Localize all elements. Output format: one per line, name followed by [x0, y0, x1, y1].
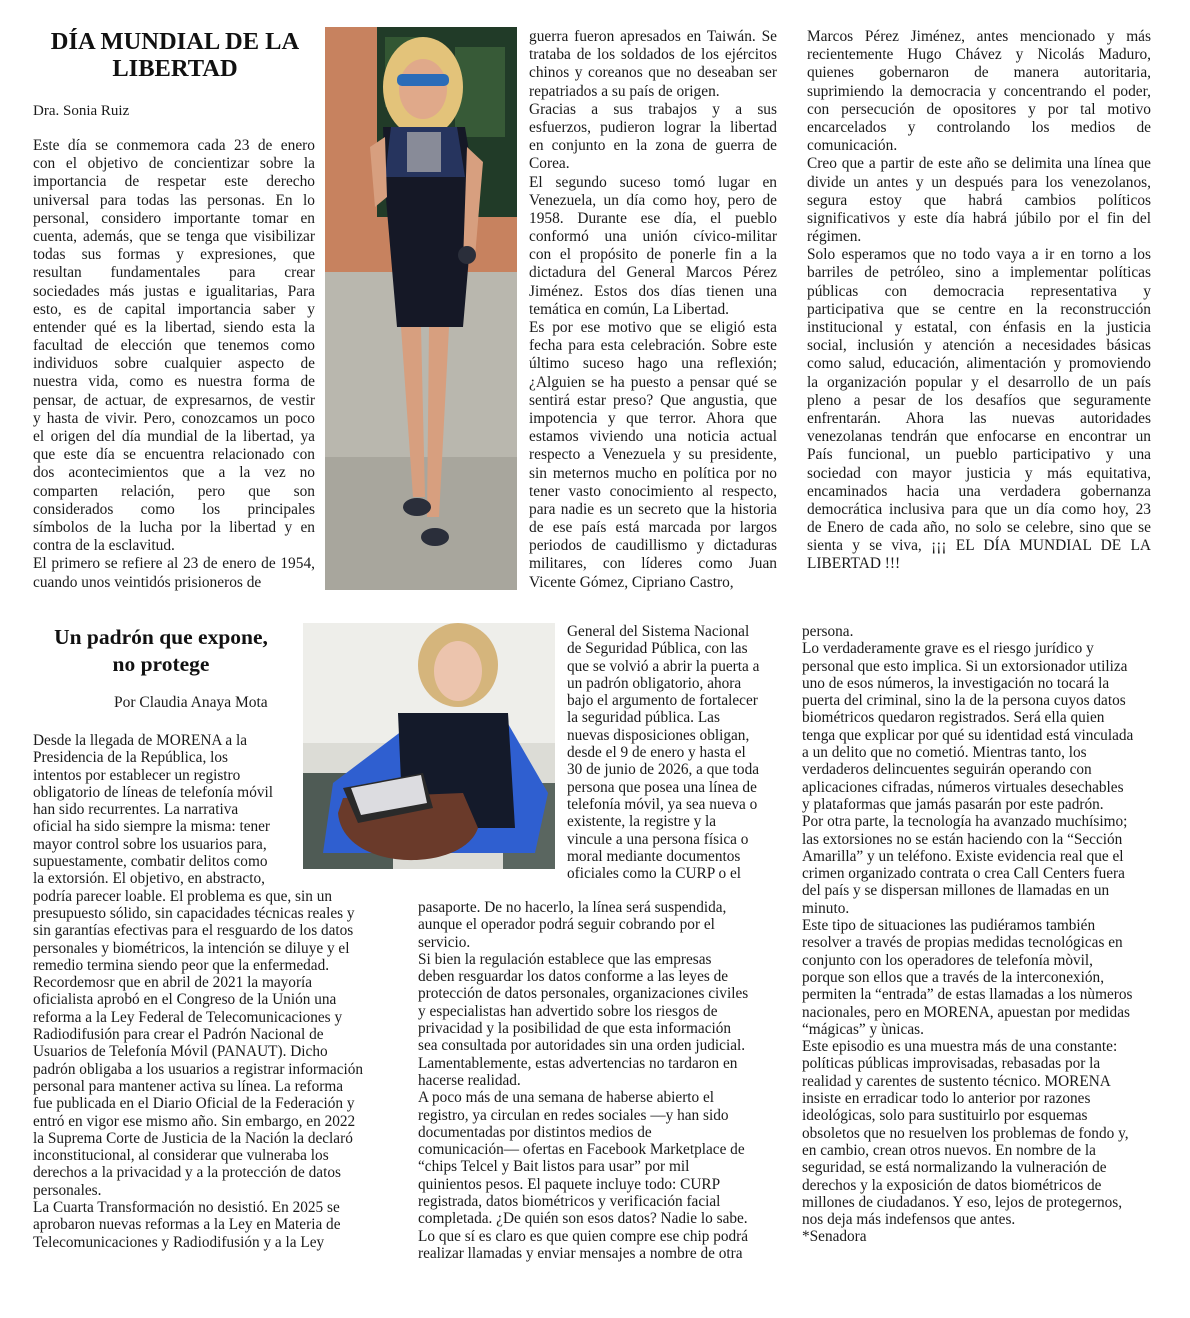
- text-line: del país y se dispersan millones de llamadas en un: [802, 882, 1110, 900]
- text-line: políticas públicas improvisadas, rebasadas por la: [802, 1055, 1101, 1073]
- text-line: y especialistas han advertido sobre los riesgos de: [418, 1002, 718, 1020]
- text-line: Telecomunicaciones y Radiodifusión y a la Ley: [33, 1233, 325, 1251]
- text-line: las extorsiones no se están haciendo con la “Sección: [802, 830, 1123, 848]
- text-line: que este día se encuentra relacionado con: [33, 446, 315, 464]
- text-line: temática en común, La Libertad.: [529, 300, 729, 318]
- text-line: militares, con líderes como Juan: [529, 555, 777, 573]
- text-line: la seguridad pública. Las: [567, 709, 720, 727]
- text-line: personal que esto implica. Si un extorsionador utiliza: [802, 657, 1128, 675]
- article1-author: Dra. Sonia Ruiz: [33, 103, 130, 119]
- text-line: Este día se conmemora cada 23 de enero: [33, 137, 315, 154]
- text-line: *Senadora: [802, 1228, 867, 1246]
- text-line: conformó una unión cívico-militar: [529, 228, 777, 246]
- text-line: Solo esperamos que no todo vaya a ir en torno a los: [807, 246, 1151, 264]
- article2-column-1: [33, 732, 363, 1251]
- text-line: guerra fueron apresados en Taiwán. Se: [529, 28, 777, 45]
- article1-column-1: [33, 137, 315, 592]
- article1-title-line: DÍA MUNDIAL DE LA: [50, 28, 300, 55]
- article2-column-2-top: [567, 623, 759, 882]
- text-line: Lo que sí es claro es que quien compre ese chip podrá: [418, 1227, 749, 1245]
- text-line: Por otra parte, la tecnología ha avanzado muchísimo;: [802, 813, 1128, 831]
- text-line: que se volvió a abrir la puerta a: [567, 657, 760, 675]
- text-line: periodos de caudillismo y dictaduras: [529, 537, 777, 555]
- text-line: enfrentarán. Ahora las nuevas autoridades: [807, 409, 1151, 427]
- text-line: nuestra vida, como es nuestra forma de: [33, 373, 315, 391]
- text-line: símbolos de la lucha por la libertad y en: [33, 518, 315, 536]
- text-line: podría parecer loable. El problema es que, sin un: [33, 887, 333, 905]
- text-line: personales y biométricos, la intención se diluye y el: [33, 939, 350, 957]
- text-line: facultad de elección que tenemos como: [33, 337, 315, 355]
- text-line: impotencia y que terror. Ahora que: [529, 409, 777, 427]
- text-line: encarcelados y controlando los medios de: [807, 118, 1151, 136]
- text-line: individuos sobre cualquier aspecto de: [33, 355, 315, 373]
- text-line: A poco más de una semana de haberse abierto el: [418, 1089, 715, 1107]
- text-line: último suceso hago una reflexión;: [529, 355, 777, 373]
- text-line: Desde la llegada de MORENA a la: [33, 732, 248, 749]
- text-line: nos deja más indefensos que antes.: [802, 1211, 1016, 1229]
- text-line: tener vasto conocimiento al respecto,: [529, 482, 777, 500]
- text-line: existente, la registre y la: [567, 813, 717, 831]
- text-line: la extorsión. El objetivo, en abstracto,: [33, 870, 265, 888]
- text-line: Jiménez. Estos dos días tienen una: [529, 282, 777, 300]
- text-line: importancia de respetar este derecho: [33, 173, 315, 191]
- text-line: trataba de los soldados de los ejércitos: [529, 46, 777, 64]
- text-line: todas sus formas y expresiones, que: [33, 246, 315, 264]
- text-line: insiste en erradicar todo lo anterior por razones: [802, 1090, 1091, 1108]
- text-line: El primero se refiere al 23 de enero de 1954,: [33, 555, 315, 573]
- text-line: registrada, datos biométricos y verificación facial: [418, 1193, 721, 1211]
- text-line: comunicación— ofertas en Facebook Marketplace de: [418, 1141, 745, 1159]
- text-line: telefonía móvil, ya sea nueva o: [567, 795, 758, 813]
- text-line: realizar llamadas y enviar mensajes a nombre de otra: [418, 1244, 743, 1262]
- text-line: venezolanas tendrán que enfocarse en encontrar un: [807, 428, 1151, 446]
- article1-photo: [325, 27, 517, 590]
- text-line: de Enero de cada año, no solo se celebre, sino que se: [807, 519, 1151, 537]
- text-line: País funcional, un pueblo participativo y una: [807, 446, 1151, 464]
- text-line: comparten relación, pero que son: [33, 482, 315, 500]
- text-line: sentirá estar preso? Que angustia, que: [529, 391, 777, 409]
- text-line: pensar, de actuar, de expresarnos, de vestir: [33, 391, 315, 409]
- text-line: persona que posea una línea de: [567, 778, 757, 796]
- text-line: oficial ha sido siempre la misma: tener: [33, 818, 271, 836]
- text-line: comunicación.: [807, 137, 898, 155]
- text-line: como salud, educación, alimentación y promoviendo: [807, 355, 1151, 373]
- text-line: la Suprema Corte de Justicia de la Nación la declaró: [33, 1129, 353, 1147]
- text-line: social, inclusión y atención a necesidades básicas: [807, 337, 1151, 355]
- article2-author: Por Claudia Anaya Mota: [114, 694, 268, 711]
- article1-title-line: LIBERTAD: [112, 55, 238, 82]
- text-line: sienta y se viva, ¡¡¡ EL DÍA MUNDIAL DE LA: [807, 537, 1151, 555]
- text-line: suprimiendo la democracia y concentrando el poder,: [807, 82, 1151, 100]
- text-line: conjunto con los operadores de telefonía mòvil,: [802, 951, 1093, 969]
- text-line: para nadie es un secreto que la historia: [529, 500, 777, 518]
- text-line: nacionales, pero en MORENA, apuestan por medidas: [802, 1003, 1130, 1021]
- text-line: contra de la esclavitud.: [33, 537, 175, 555]
- text-line: un padrón obligatorio, ahora: [567, 674, 742, 692]
- text-line: verdaderos delincuentes seguirán operando con: [802, 761, 1092, 779]
- text-line: ¿Alguien se ha puesto a pensar qué se: [529, 373, 777, 391]
- text-line: hacerse realidad.: [418, 1071, 521, 1089]
- text-line: crimen organizado contrata o crea Call Centers fuera: [802, 865, 1125, 883]
- text-line: fue publicada en el Diario Oficial de la Federación y: [33, 1095, 355, 1113]
- text-line: 1958. Durante ese día, el pueblo: [529, 209, 777, 227]
- text-line: documentadas por distintos medios de: [418, 1123, 652, 1141]
- text-line: Amarilla” y un teléfono. Existe evidencia real que el: [802, 847, 1124, 865]
- text-line: intentos por establecer un registro: [33, 766, 241, 784]
- text-line: pasaporte. De no hacerlo, la línea será suspendida,: [418, 899, 727, 916]
- text-line: El segundo suceso tomó lugar en: [529, 173, 777, 191]
- text-line: públicas con democracia representativa y: [807, 282, 1151, 300]
- text-line: bajo el argumento de fortalecer: [567, 692, 758, 710]
- text-line: padrón obligaba a los usuarios a registrar información: [33, 1060, 364, 1078]
- text-line: realidad y carentes de sustento técnico. MORENA: [802, 1072, 1111, 1090]
- text-line: personal, considero importante tomar en: [33, 209, 315, 227]
- text-line: el origen del día mundial de la libertad, ya: [33, 428, 315, 445]
- text-line: reforma a la Ley Federal de Telecomunicaciones y: [33, 1008, 343, 1026]
- text-line: permiten la “entrada” de estas llamadas a los nùmeros: [802, 986, 1133, 1004]
- text-line: oficiales como la CURP o el: [567, 865, 742, 883]
- article2-column-3: [802, 623, 1133, 1246]
- text-line: y plataformas que jamás pasarán por este padrón.: [802, 795, 1104, 813]
- text-line: seguridad, se está normalizando la vulneración de: [802, 1159, 1107, 1177]
- text-line: fecha para esta celebración. Sobre este: [529, 337, 777, 355]
- text-line: aplicaciones cifradas, números virtuales desechables: [802, 778, 1124, 796]
- text-line: Este episodio es una muestra más de una constante:: [802, 1038, 1118, 1056]
- text-line: cuando unos veintidós prisioneros de: [33, 573, 262, 591]
- text-line: con persecución de opositores y por tal motivo: [807, 100, 1151, 118]
- text-line: de ese país está marcada por largos: [529, 519, 777, 537]
- text-line: recientemente Hugo Chávez y Nicolás Maduro,: [807, 46, 1151, 64]
- text-line: derechos a la privacidad y a la protección de datos: [33, 1164, 341, 1182]
- article2-title: [30, 624, 292, 678]
- text-line: Radiodifusión para crear el Padrón Nacional de: [33, 1026, 324, 1044]
- text-line: esfuerzos, pudieron lograr la libertad: [529, 118, 777, 136]
- text-line: mayor control sobre los usuarios para,: [33, 835, 267, 853]
- text-line: quinientos pesos. El paquete incluye todo: CURP: [418, 1175, 721, 1193]
- text-line: remedio termina siendo peor que la enfermedad.: [33, 956, 330, 974]
- text-line: Creo que a partir de este año se delimita una línea que: [807, 155, 1151, 173]
- text-line: han sido recurrentes. La narrativa: [33, 801, 239, 819]
- text-line: sociedad con mayor justicia y más equitativa,: [807, 464, 1151, 482]
- text-line: participativa que se centre en la reconstrucción: [807, 300, 1151, 318]
- text-line: vincule a una persona física o: [567, 830, 749, 848]
- text-line: ideológicas, solo para sustituirlo por esquemas: [802, 1107, 1088, 1125]
- text-line: estamos viviendo una noticia actual: [529, 428, 777, 446]
- text-line: uno de esos números, la investigación no tocará la: [802, 674, 1110, 692]
- text-line: chinos y coreanos que no deseaban ser: [529, 64, 777, 82]
- text-line: oficialista aprobó en el Congreso de la Unión una: [33, 991, 337, 1009]
- text-line: segura estoy que habrá cambios políticos: [807, 191, 1151, 209]
- text-line: respecto a Venezuela y su presidente,: [529, 446, 777, 464]
- text-line: Venezuela, un día como hoy, pero de: [529, 191, 777, 209]
- text-line: quienes gobernaron de manera autoritaria,: [807, 64, 1151, 82]
- text-line: 30 de junio de 2026, a que toda: [567, 761, 760, 779]
- article1-column-3: [807, 28, 1151, 574]
- text-line: pleno a pesar de los desafíos que seguramente: [807, 391, 1151, 409]
- text-line: puerta del criminal, sino la de la persona cuyos datos: [802, 692, 1126, 710]
- text-line: tenga que explicar por qué su identidad está vinculada: [802, 726, 1134, 744]
- text-line: Recordemosr que en abril de 2021 la mayoría: [33, 974, 313, 992]
- text-line: supuestamente, combatir delitos como: [33, 853, 268, 871]
- text-line: La Cuarta Transformación no desistió. En 2025 se: [33, 1199, 340, 1217]
- text-line: presupuesto sólido, sin capacidades técnicas reales y: [33, 904, 355, 922]
- text-line: con el propósito de ponerle fin a la: [529, 246, 777, 264]
- text-line: obligatorio de líneas de telefonía móvil: [33, 783, 274, 801]
- article2-title-line: Un padrón que expone,: [54, 625, 268, 649]
- text-line: Vicente Gómez, Cipriano Castro,: [529, 573, 734, 591]
- text-line: aunque el operador podrá seguir cobrando por el: [418, 916, 715, 934]
- text-line: Lo verdaderamente grave es el riesgo jurídico y: [802, 640, 1094, 658]
- text-line: resolver a través de propias medidas tecnológicas en: [802, 934, 1123, 952]
- text-line: universal para todas las personas. En lo: [33, 191, 315, 209]
- text-line: resultan fundamentales para crear: [33, 264, 315, 282]
- text-line: servicio.: [418, 933, 471, 951]
- text-line: porque son ellos que a través de la interconexión,: [802, 968, 1105, 986]
- text-line: deben resguardar los datos conforme a las leyes de: [418, 968, 729, 986]
- text-line: Gracias a sus trabajos y a sus: [529, 100, 777, 118]
- text-line: esto, es de capital importancia saber y: [33, 300, 315, 318]
- text-line: derechos y la exposición de datos biométricos de: [802, 1176, 1102, 1194]
- text-line: Usuarios de Telefonía Móvil (PANAUT). Dicho: [33, 1043, 328, 1061]
- text-line: persona.: [802, 623, 854, 640]
- text-line: personal para mantener activa su línea. La reforma: [33, 1077, 344, 1095]
- article1-title: [30, 28, 320, 82]
- text-line: a un delito que no cometió. Mientras tanto, los: [802, 744, 1087, 762]
- text-line: Este tipo de situaciones las pudiéramos también: [802, 917, 1096, 935]
- text-line: obsoletos que no resuelven los problemas de fondo y,: [802, 1124, 1129, 1142]
- text-line: dos acontecimientos que a la vez no: [33, 464, 315, 482]
- text-line: entró en vigor ese mismo año. Sin embargo, en 2022: [33, 1112, 356, 1130]
- text-line: privacidad y la posibilidad de que esta información: [418, 1020, 732, 1038]
- article2-column-2-bottom: [418, 899, 748, 1262]
- text-line: Es por ese motivo que se eligió esta: [529, 319, 777, 336]
- text-line: divide un antes y un después para los venezolanos,: [807, 173, 1151, 191]
- text-line: Presidencia de la República, los: [33, 749, 228, 767]
- text-line: cuenta, además, que se tenga que visibilizar: [33, 227, 315, 245]
- text-line: registro, ya circulan en redes sociales —y han sido: [418, 1106, 729, 1124]
- text-line: sociedades más justas e igualitarias, Para: [33, 282, 315, 300]
- text-line: General del Sistema Nacional: [567, 623, 750, 640]
- text-line: protección de datos personales, organizaciones civiles: [418, 985, 749, 1003]
- text-line: millones de ciudadanos. Y eso, lejos de protegernos,: [802, 1193, 1123, 1211]
- text-line: LIBERTAD !!!: [807, 555, 901, 573]
- text-line: biométricos quedaron registrados. Será ella quien: [802, 709, 1105, 727]
- text-line: considerados como los principales: [33, 500, 315, 518]
- text-line: completada. ¿De quién son esos datos? Nadie lo sabe.: [418, 1210, 748, 1228]
- text-line: en conjunto en la zona de guerra de: [529, 137, 777, 155]
- portrait-photo-1: [325, 27, 517, 590]
- text-line: la organización popular y el desarrollo de un país: [807, 373, 1151, 391]
- text-line: de Seguridad Pública, con las: [567, 640, 748, 658]
- article2-title-line: no protege: [112, 652, 210, 676]
- text-line: Corea.: [529, 155, 570, 173]
- text-line: desde el 9 de enero y hasta el: [567, 744, 746, 762]
- text-line: y hasta de vivir. Pero, conozcamos un poco: [33, 409, 315, 427]
- text-line: repatriados a su país de origen.: [529, 82, 720, 100]
- text-line: moral mediante documentos: [567, 847, 741, 865]
- text-line: “mágicas” y ùnicas.: [802, 1020, 924, 1038]
- text-line: régimen.: [807, 228, 862, 246]
- text-line: aprobaron nuevas reformas a la Ley en Materia de: [33, 1216, 341, 1234]
- text-line: con el objetivo de concientizar sobre la: [33, 155, 315, 173]
- text-line: barriles de petróleo, sino a implementar políticas: [807, 264, 1151, 282]
- text-line: Lamentablemente, estas advertencias no tardaron en: [418, 1054, 738, 1072]
- text-line: entender qué es la libertad, siendo esta la: [33, 318, 315, 336]
- text-line: institucional y estatal, con énfasis en la justicia: [807, 319, 1151, 336]
- text-line: significativos y este día habrá júbilo por el fin del: [807, 209, 1151, 227]
- text-line: encaminados hacia una verdadera gobernanza: [807, 482, 1151, 500]
- text-line: sea consultada por autoridades sin una orden judicial.: [418, 1037, 746, 1055]
- text-line: inconstitucional, al considerar que vulneraba los: [33, 1147, 329, 1165]
- text-line: Si bien la regulación establece que las empresas: [418, 950, 712, 968]
- text-line: personales.: [33, 1181, 102, 1199]
- text-line: sin meternos mucho en política por no: [529, 464, 777, 482]
- text-line: dictadura del General Marcos Pérez: [529, 264, 777, 282]
- text-line: “chips Telcel y Bait listos para usar” por mil: [418, 1158, 690, 1176]
- text-line: minuto.: [802, 899, 850, 917]
- text-line: nuevas disposiciones obligan,: [567, 726, 750, 744]
- text-line: en cambio, crean otros nuevos. En nombre de la: [802, 1141, 1096, 1159]
- text-line: sin garantías efectivas para el resguardo de los datos: [33, 922, 354, 940]
- article1-column-2: [529, 28, 777, 592]
- text-line: democrática inclusiva para que un día como hoy, 23: [807, 500, 1151, 518]
- text-line: Marcos Pérez Jiménez, antes mencionado y más: [807, 28, 1151, 45]
